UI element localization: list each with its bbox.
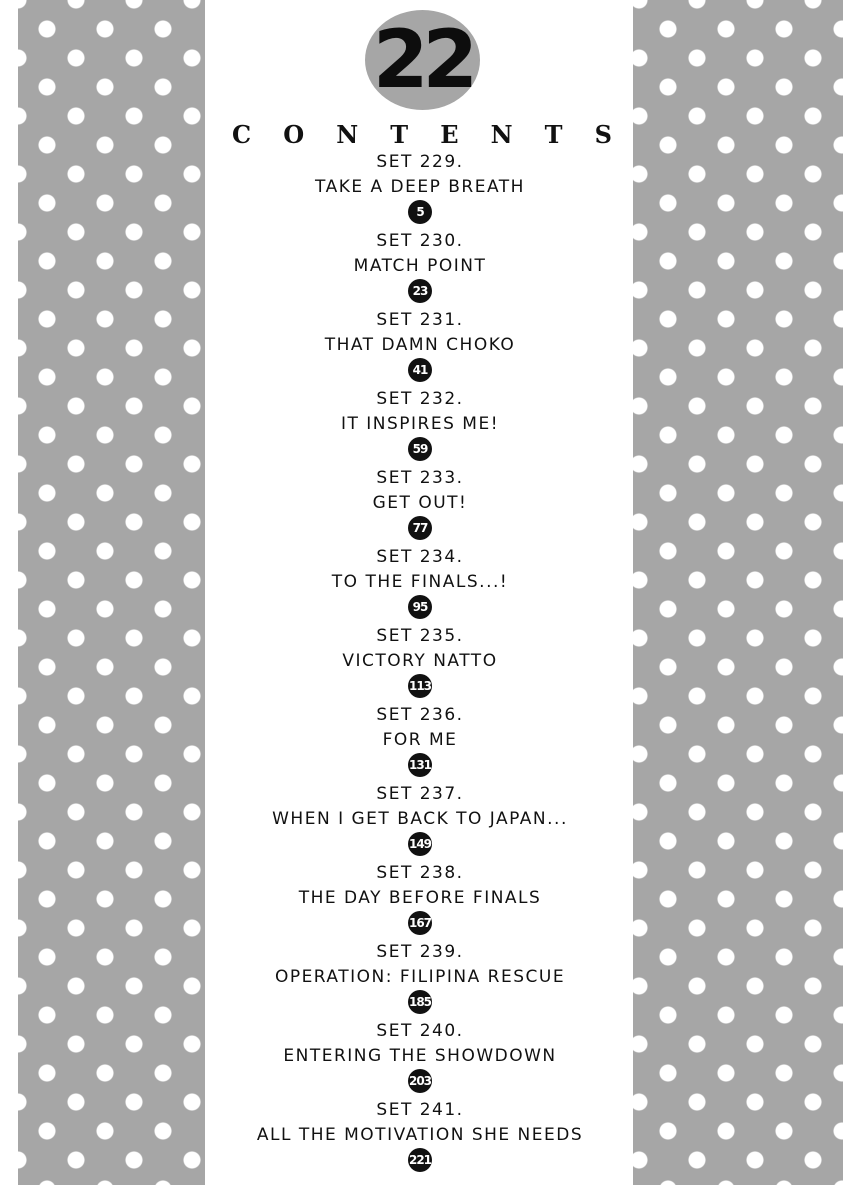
contents-heading-letter: N [490, 120, 513, 149]
toc-entry-231[interactable] [222, 308, 618, 387]
chapter-title: WHEN I GET BACK TO JAPAN... [272, 809, 568, 829]
chapter-number: SET 233. [376, 468, 464, 488]
chapter-number: SET 231. [376, 310, 464, 330]
page-number-badge: 149 [408, 832, 432, 856]
volume-number: 22 [372, 13, 473, 106]
chapter-number: SET 239. [376, 942, 464, 962]
page-number-badge: 59 [408, 437, 432, 461]
chapter-number: SET 237. [376, 784, 464, 804]
chapter-number: SET 232. [376, 389, 464, 409]
chapter-title: TAKE A DEEP BREATH [315, 177, 525, 197]
toc-entry-235[interactable] [222, 624, 618, 703]
table-of-contents [222, 150, 618, 1177]
toc-entry-234[interactable] [222, 545, 618, 624]
toc-entry-238[interactable] [222, 861, 618, 940]
chapter-title: ALL THE MOTIVATION SHE NEEDS [256, 1125, 584, 1145]
toc-entry-236[interactable] [222, 703, 618, 782]
contents-heading-letter: N [336, 120, 359, 149]
contents-heading-letter: S [594, 120, 612, 149]
chapter-title: THAT DAMN CHOKO [324, 335, 516, 355]
chapter-title: THE DAY BEFORE FINALS [298, 888, 542, 908]
page-number-badge: 95 [408, 595, 432, 619]
contents-heading-letter: O [283, 120, 305, 149]
chapter-number: SET 238. [376, 863, 464, 883]
contents-heading-letter: C [232, 120, 252, 149]
chapter-title: GET OUT! [372, 493, 468, 513]
chapter-title: IT INSPIRES ME! [340, 414, 500, 434]
toc-entry-229[interactable] [222, 150, 618, 229]
chapter-number: SET 234. [376, 547, 464, 567]
toc-entry-240[interactable] [222, 1019, 618, 1098]
chapter-number: SET 236. [376, 705, 464, 725]
toc-entry-241[interactable] [222, 1098, 618, 1177]
polka-dot-border-left [18, 0, 205, 1185]
page-number-badge: 41 [408, 358, 432, 382]
contents-heading [232, 120, 612, 150]
contents-heading-letter: T [544, 120, 563, 149]
contents-heading-letter: E [440, 120, 459, 149]
page-number-badge: 77 [408, 516, 432, 540]
chapter-title: VICTORY NATTO [342, 651, 498, 671]
chapter-title: TO THE FINALS...! [331, 572, 509, 592]
chapter-number: SET 230. [376, 231, 464, 251]
toc-entry-233[interactable] [222, 466, 618, 545]
chapter-title: ENTERING THE SHOWDOWN [283, 1046, 557, 1066]
page-number-badge: 167 [408, 911, 432, 935]
chapter-number: SET 235. [376, 626, 464, 646]
toc-entry-237[interactable] [222, 782, 618, 861]
toc-entry-232[interactable] [222, 387, 618, 466]
toc-entry-239[interactable] [222, 940, 618, 1019]
page-number-badge: 113 [408, 674, 432, 698]
contents-heading-letter: T [390, 120, 409, 149]
polka-dot-border-right [633, 0, 843, 1185]
page-number-badge: 203 [408, 1069, 432, 1093]
volume-badge [365, 10, 480, 110]
page-number-badge: 23 [408, 279, 432, 303]
page-number-badge: 131 [408, 753, 432, 777]
page-number-badge: 5 [408, 200, 432, 224]
chapter-title: MATCH POINT [353, 256, 487, 276]
chapter-number: SET 240. [376, 1021, 464, 1041]
toc-entry-230[interactable] [222, 229, 618, 308]
chapter-title: OPERATION: FILIPINA RESCUE [274, 967, 566, 987]
page-number-badge: 185 [408, 990, 432, 1014]
chapter-title: FOR ME [382, 730, 458, 750]
page-number-badge: 221 [408, 1148, 432, 1172]
chapter-number: SET 241. [376, 1100, 464, 1120]
chapter-number: SET 229. [376, 152, 464, 172]
